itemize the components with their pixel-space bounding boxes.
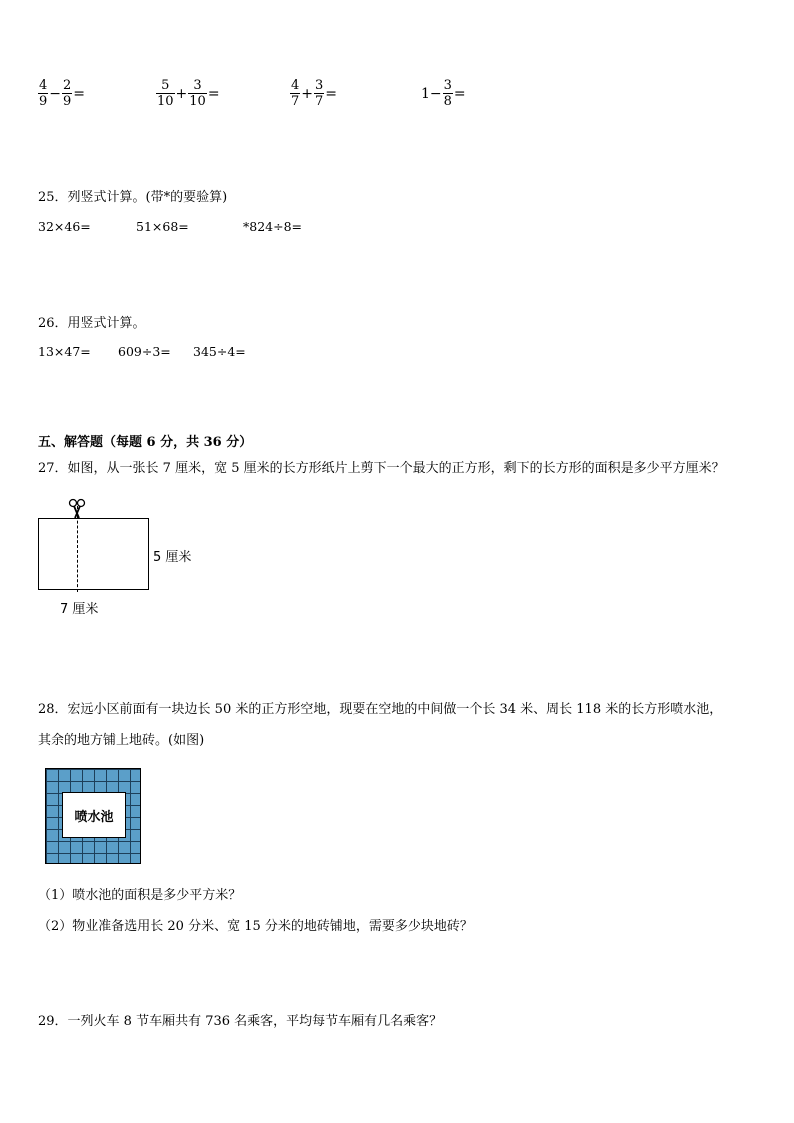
fountain-pool xyxy=(62,792,126,838)
fraction: $\frac{2}{9}$ xyxy=(63,78,72,109)
fraction: $\frac{3}{8}$ xyxy=(443,78,452,109)
question-27-text: 27．如图，从一张长 7 厘米，宽 5 厘米的长方形纸片上剪下一个最大的正方形，剩下的长方形的面积是多少平方厘米？ xyxy=(38,461,725,476)
fraction-expr-1: $\frac{4}{9}$ − $\frac{2}{9}$ = xyxy=(39,78,86,109)
fraction-expr-4: 1− $\frac{3}{8}$ = xyxy=(421,78,466,109)
fraction: $\frac{3}{10}$ xyxy=(189,78,206,109)
question-25-title: 25．列竖式计算。(带*的要验算) xyxy=(38,190,228,205)
question-28-line1: 28．宏远小区前面有一块边长 50 米的正方形空地，现要在空地的中间做一个长 34 米、周长 118 米的长方形喷水池， xyxy=(38,702,723,717)
calc-item: *824÷8= xyxy=(243,219,303,234)
pool-label: 喷水池 xyxy=(74,809,114,825)
calc-item: 13×47= xyxy=(38,344,91,359)
question-28-line2: 其余的地方铺上地砖。(如图) xyxy=(38,733,205,748)
fraction: $\frac{3}{7}$ xyxy=(315,78,324,109)
fraction: $\frac{5}{10}$ xyxy=(157,78,174,109)
calc-item: 609÷3= xyxy=(118,344,171,359)
section-5-title: 五、解答题（每题 6 分，共 36 分） xyxy=(38,435,253,450)
length-label: 7 厘米 xyxy=(60,602,99,617)
question-26-title: 26．用竖式计算。 xyxy=(38,316,146,331)
fraction: $\frac{4}{9}$ xyxy=(39,78,48,109)
question-28-sub2: （2）物业准备选用长 20 分米、宽 15 分米的地砖铺地，需要多少块地砖？ xyxy=(38,919,473,934)
paper-rectangle xyxy=(38,518,149,590)
question-28-sub1: （1）喷水池的面积是多少平方米？ xyxy=(38,888,242,903)
width-label: 5 厘米 xyxy=(153,550,192,565)
fraction-expr-3: $\frac{4}{7}$ + $\frac{3}{7}$ = xyxy=(291,78,338,109)
fraction-expr-2: $\frac{5}{10}$ + $\frac{3}{10}$ = xyxy=(157,78,220,109)
scissors-icon xyxy=(67,498,87,520)
calc-item: 345÷4= xyxy=(193,344,246,359)
calc-item: 51×68= xyxy=(136,219,189,234)
calc-item: 32×46= xyxy=(38,219,91,234)
question-29-text: 29．一列火车 8 节车厢共有 736 名乘客，平均每节车厢有几名乘客？ xyxy=(38,1014,443,1029)
fraction: $\frac{4}{7}$ xyxy=(291,78,300,109)
